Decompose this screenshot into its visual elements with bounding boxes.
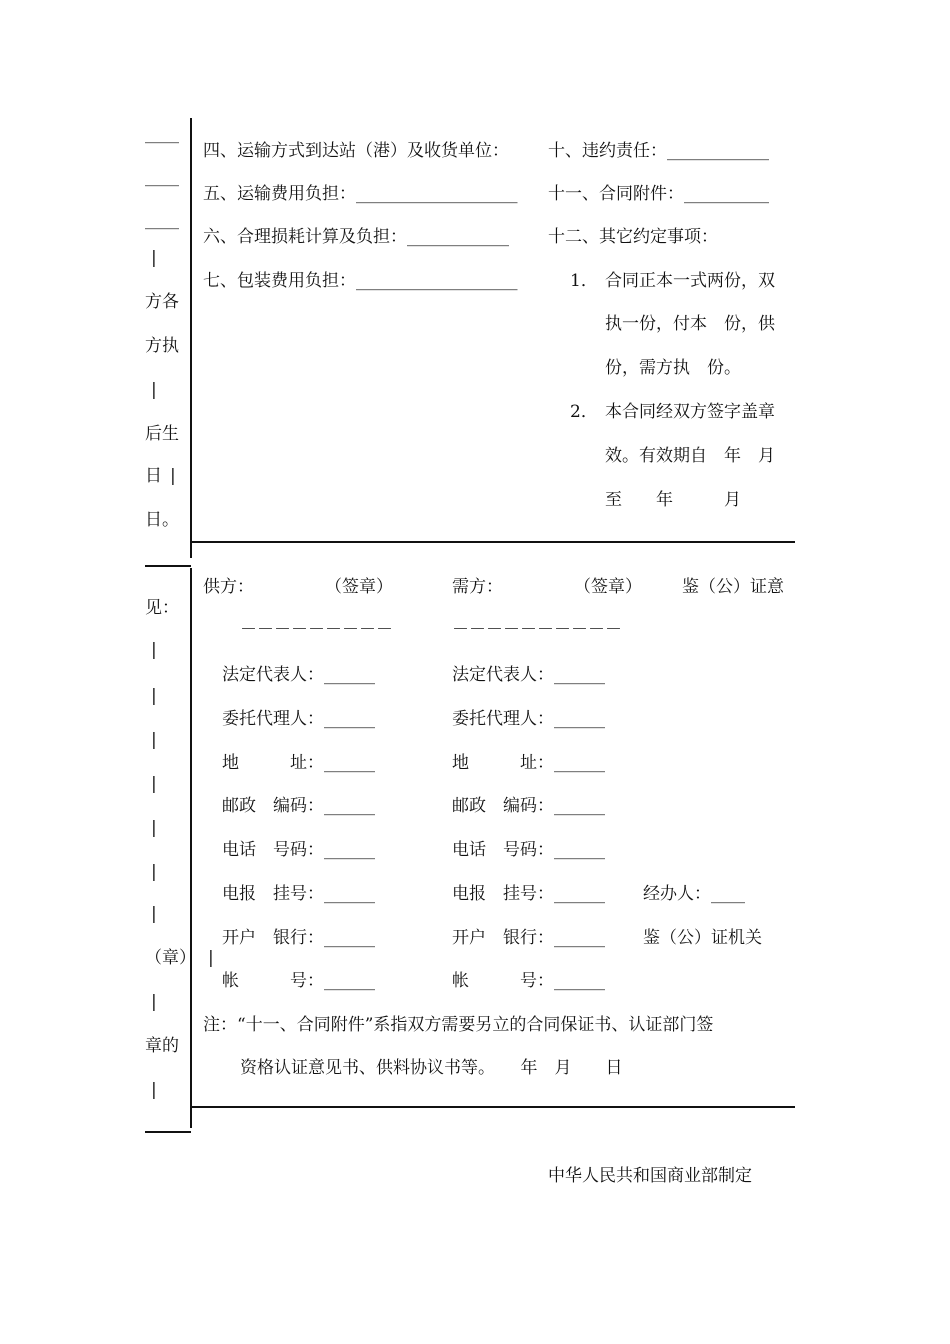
margin-bar: | <box>151 248 157 268</box>
left-border-top <box>190 118 192 558</box>
subclause-1-num: 1． <box>570 271 598 291</box>
clause-11: 十一、合同附件：__________ <box>548 184 769 204</box>
margin-text: 章的 <box>145 1036 179 1056</box>
clause-7: 七、包装费用负担：___________________ <box>203 271 518 291</box>
supplier-field: 委托代理人：______ <box>222 709 375 729</box>
margin-bar: | <box>151 380 157 400</box>
margin-dash-3: ____ <box>145 210 179 230</box>
subclause-1-line: 份，需方执 份。 <box>605 358 741 378</box>
buyer-field: 地 址：______ <box>452 753 605 773</box>
margin-text: 后生 <box>145 424 179 444</box>
buyer-field: 电报 挂号：______ <box>452 884 605 904</box>
supplier-sign-line: －－－－－－－－－ <box>240 620 393 640</box>
supplier-field: 电报 挂号：______ <box>222 884 375 904</box>
margin-dash-2: ____ <box>145 167 179 187</box>
margin-bar: | <box>151 686 157 706</box>
handler-field: 经办人：____ <box>643 884 745 904</box>
margin-bar: | <box>151 640 157 660</box>
buyer-field: 电话 号码：______ <box>452 840 605 860</box>
supplier-label: 供方： <box>203 577 254 597</box>
margin-text: 日。 <box>145 510 179 530</box>
supplier-field: 帐 号：______ <box>222 971 375 991</box>
footer-issuer: 中华人民共和国商业部制定 <box>548 1166 752 1186</box>
subclause-2-num: 2． <box>570 402 598 422</box>
margin-rule <box>145 1131 191 1133</box>
supplier-field: 开户 银行：______ <box>222 928 375 948</box>
margin-bar: | <box>151 862 157 882</box>
buyer-field: 开户 银行：______ <box>452 928 605 948</box>
section-divider <box>191 541 795 543</box>
buyer-field: 法定代表人：______ <box>452 665 605 685</box>
buyer-field: 帐 号：______ <box>452 971 605 991</box>
margin-text: 方各 <box>145 292 179 312</box>
clause-12: 十二、其它约定事项： <box>548 227 718 247</box>
margin-bar: | <box>170 466 176 486</box>
clause-5: 五、运输费用负担：___________________ <box>203 184 518 204</box>
margin-bar: | <box>151 818 157 838</box>
margin-bar: | <box>151 730 157 750</box>
margin-text: （章） <box>145 948 196 968</box>
subclause-1-line: 执一份，付本 份，供 <box>605 314 775 334</box>
note-line-1: 注：“十一、合同附件”系指双方需要另立的合同保证书、认证部门签 <box>203 1015 714 1035</box>
margin-bar: | <box>151 1080 157 1100</box>
supplier-seal: （签章） <box>325 577 393 597</box>
subclause-2-line: 本合同经双方签字盖章 <box>605 402 775 422</box>
left-border-bottom <box>190 568 192 1128</box>
clause-10: 十、违约责任：____________ <box>548 141 769 161</box>
margin-dash-1: ____ <box>145 124 179 144</box>
clause-4: 四、运输方式到达站（港）及收货单位： <box>203 141 509 161</box>
buyer-seal: （签章） <box>574 577 642 597</box>
margin-text: 方执 <box>145 336 179 356</box>
supplier-field: 邮政 编码：______ <box>222 796 375 816</box>
buyer-label: 需方： <box>452 577 503 597</box>
subclause-1-line: 合同正本一式两份，双 <box>605 271 775 291</box>
subclause-2-line: 效。有效期自 年 月 <box>605 446 775 466</box>
supplier-field: 地 址：______ <box>222 753 375 773</box>
clause-6: 六、合理损耗计算及负担：____________ <box>203 227 509 247</box>
buyer-sign-line: －－－－－－－－－－ <box>452 620 622 640</box>
margin-text: 见： <box>145 598 179 618</box>
margin-bar: | <box>151 992 157 1012</box>
notary-label: 鉴（公）证意 <box>682 577 784 597</box>
margin-bar: | <box>208 948 214 968</box>
margin-text: 日 <box>145 466 162 486</box>
margin-bar: | <box>151 774 157 794</box>
subclause-2-line: 至 年 月 <box>605 490 741 510</box>
buyer-field: 委托代理人：______ <box>452 709 605 729</box>
supplier-field: 电话 号码：______ <box>222 840 375 860</box>
note-line-2: 资格认证意见书、供料协议书等。 年 月 日 <box>240 1058 623 1078</box>
margin-rule <box>145 565 191 567</box>
supplier-field: 法定代表人：______ <box>222 665 375 685</box>
notary-authority: 鉴（公）证机关 <box>643 928 762 948</box>
buyer-field: 邮政 编码：______ <box>452 796 605 816</box>
margin-bar: | <box>151 904 157 924</box>
bottom-divider <box>191 1106 795 1108</box>
